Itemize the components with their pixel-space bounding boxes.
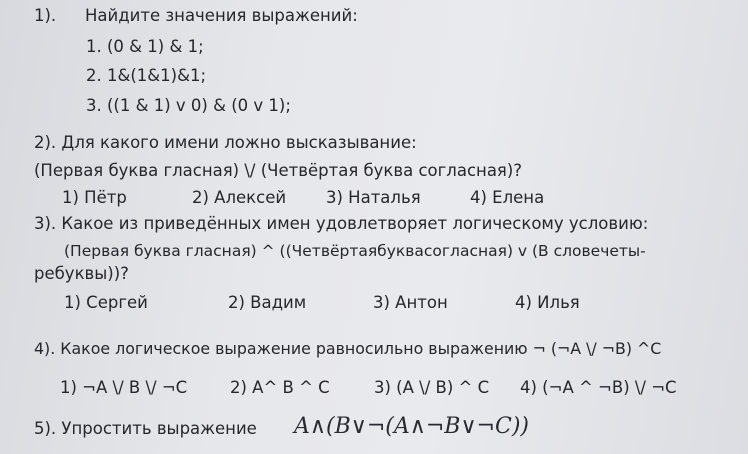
q1-title: Найдите значения выражений:	[85, 6, 358, 25]
q3-condition-line-2: ребуквы))?	[34, 264, 129, 283]
q1-item-1: 1. (0 & 1) & 1;	[86, 37, 204, 56]
q1-number: 1).	[34, 6, 57, 25]
q4-option-2: 2) A^ B ^ C	[230, 378, 330, 397]
q4-title: 4). Какое логическое выражение равносильно выражению ¬ (¬A \/ ¬B) ^C	[34, 339, 662, 358]
q4-option-4: 4) (¬A ^ ¬B) \/ ¬C	[520, 378, 677, 397]
q2-option-1: 1) Пётр	[62, 188, 127, 207]
q3-condition-line-1: (Первая буква гласная) ^ ((Четвёртаябуквасогласная) v (В словечеты-	[64, 242, 646, 260]
q3-title: 3). Какое из приведённых имен удовлетворяет логическому условию:	[34, 214, 649, 233]
q2-condition: (Первая буква гласная) \/ (Четвёртая буква согласная)?	[34, 161, 523, 180]
q3-option-4: 4) Илья	[515, 293, 580, 312]
q2-title: 2). Для какого имени ложно высказывание:	[34, 133, 417, 152]
q5-expression: A∧(B∨¬(A∧¬B∨¬C))	[294, 414, 529, 439]
q3-option-2: 2) Вадим	[228, 293, 307, 312]
q3-option-3: 3) Антон	[373, 293, 448, 312]
q5-title: 5). Упростить выражение	[34, 419, 257, 438]
q3-option-1: 1) Сергей	[64, 293, 148, 312]
q4-option-1: 1) ¬A \/ B \/ ¬C	[60, 378, 188, 397]
q4-option-3: 3) (A \/ B) ^ C	[374, 378, 490, 397]
q1-item-3: 3. ((1 & 1) v 0) & (0 v 1);	[86, 96, 291, 115]
q2-option-3: 3) Наталья	[326, 188, 421, 207]
q2-option-4: 4) Елена	[470, 188, 545, 207]
q1-item-2: 2. 1&(1&1)&1;	[86, 66, 207, 85]
q2-option-2: 2) Алексей	[192, 188, 287, 207]
